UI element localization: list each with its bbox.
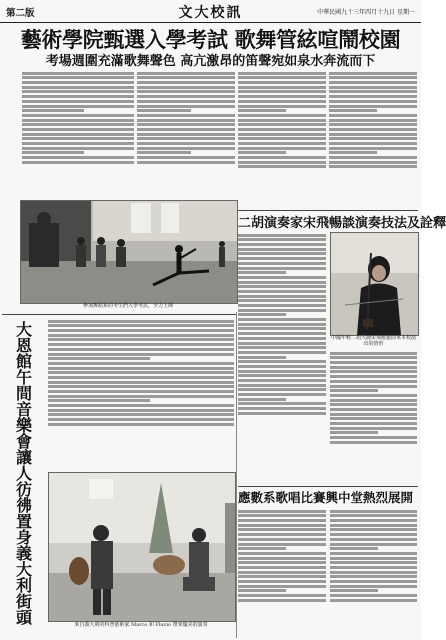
text-line (238, 575, 326, 578)
chorus-story-column-1 (238, 508, 326, 636)
text-line (22, 147, 134, 150)
text-line (22, 161, 134, 164)
text-line (330, 431, 378, 434)
text-line (238, 309, 326, 312)
text-line (137, 142, 235, 145)
main-story-column-3 (238, 70, 326, 208)
column-divider (236, 312, 237, 638)
text-line (238, 262, 326, 265)
text-line (48, 320, 234, 323)
text-line (137, 109, 191, 112)
text-line (238, 109, 286, 112)
text-line (238, 594, 326, 597)
text-line (137, 95, 235, 98)
erhu-performer-image (331, 233, 418, 335)
text-line (330, 403, 417, 406)
dance-exam-photo (20, 200, 238, 304)
text-line (330, 538, 417, 541)
text-line (238, 552, 326, 555)
text-line (238, 100, 326, 103)
main-headline: 藝術學院甄選入學考試 歌舞管絃喧鬧校園 (20, 27, 401, 52)
vertical-title-char: 街 (15, 592, 32, 611)
text-line (22, 86, 134, 89)
text-line (330, 385, 417, 388)
text-line (238, 137, 326, 140)
text-line (48, 329, 234, 332)
dance-photo-caption: 參加舞蹈系的考生們入學考試，全力上陣 (82, 303, 173, 309)
text-line (238, 114, 326, 117)
text-line (238, 533, 326, 536)
erhu-story-column-2 (330, 350, 417, 484)
text-line (330, 361, 417, 364)
text-line (330, 575, 417, 578)
text-line (330, 417, 417, 420)
text-line (329, 100, 417, 103)
italian-musicians-image (49, 473, 235, 621)
text-line (238, 165, 326, 168)
text-line (238, 337, 326, 340)
music-vertical-title (3, 322, 45, 626)
text-line (330, 366, 417, 369)
text-line (329, 81, 417, 84)
text-line (238, 243, 326, 246)
text-line (48, 362, 234, 365)
text-line (238, 151, 286, 154)
text-line (238, 105, 326, 108)
text-line (48, 385, 234, 388)
text-line (238, 524, 326, 527)
text-line (330, 399, 417, 402)
italian-musicians-photo (48, 472, 236, 622)
text-line (330, 589, 378, 592)
text-line (330, 422, 417, 425)
music-section-rule (2, 314, 236, 315)
text-line (48, 423, 234, 426)
text-line (48, 399, 150, 402)
vertical-title-char: 身 (15, 528, 32, 547)
text-line (137, 81, 235, 84)
text-line (330, 519, 417, 522)
main-story-column-1 (22, 70, 134, 198)
text-line (238, 276, 326, 279)
text-line (329, 123, 417, 126)
text-line (238, 356, 286, 359)
text-line (238, 313, 286, 316)
text-line (329, 90, 417, 93)
text-line (329, 109, 377, 112)
text-line (329, 114, 417, 117)
text-line (238, 76, 326, 79)
text-line (22, 123, 134, 126)
chorus-headline: 應數系歌唱比賽興中堂熱烈展開 (238, 490, 414, 505)
text-line (22, 95, 134, 98)
vertical-title-char: 間 (15, 384, 32, 403)
masthead-title: 文大校訊 (178, 5, 243, 21)
text-line (137, 161, 235, 164)
text-line (238, 234, 326, 237)
text-line (329, 165, 417, 168)
text-line (238, 86, 326, 89)
text-line (329, 76, 417, 79)
text-line (238, 388, 326, 391)
text-line (238, 528, 326, 531)
text-line (238, 589, 286, 592)
text-line (329, 142, 417, 145)
vertical-title-char: 讓 (15, 448, 32, 467)
text-line (48, 343, 234, 346)
text-line (238, 133, 326, 136)
text-line (238, 299, 326, 302)
main-story-column-2 (137, 70, 235, 198)
text-line (22, 76, 134, 79)
text-line (329, 151, 377, 154)
text-line (238, 342, 326, 345)
vertical-title-char: 會 (15, 432, 32, 451)
text-line (330, 571, 417, 574)
text-line (22, 142, 134, 145)
text-line (22, 100, 134, 103)
vertical-title-char: 午 (15, 368, 32, 387)
text-line (238, 304, 326, 307)
text-line (48, 395, 234, 398)
text-line (238, 128, 326, 131)
text-line (238, 142, 326, 145)
vertical-title-char: 彷 (15, 480, 32, 499)
text-line (330, 528, 417, 531)
text-line (330, 552, 417, 555)
vertical-title-char: 彿 (15, 496, 32, 515)
text-line (22, 151, 84, 154)
text-line (238, 346, 326, 349)
text-line (48, 338, 234, 341)
text-line (22, 133, 134, 136)
chorus-story-column-2 (330, 508, 417, 636)
page-header (0, 0, 421, 23)
text-line (329, 137, 417, 140)
text-line (137, 105, 235, 108)
text-line (238, 412, 326, 415)
text-line (238, 281, 326, 284)
vertical-title-char: 樂 (15, 416, 32, 435)
text-line (238, 365, 326, 368)
text-line (238, 561, 326, 564)
text-line (238, 161, 326, 164)
text-line (238, 95, 326, 98)
text-line (329, 147, 417, 150)
text-line (137, 86, 235, 89)
text-line (238, 290, 326, 293)
erhu-section-rule (238, 210, 418, 211)
text-line (238, 252, 326, 255)
vertical-title-char: 利 (15, 576, 32, 595)
text-line (238, 571, 326, 574)
text-line (238, 599, 326, 602)
vertical-title-char: 館 (15, 352, 32, 371)
text-line (22, 119, 134, 122)
text-line (22, 114, 134, 117)
text-line (330, 514, 417, 517)
text-line (330, 547, 378, 550)
text-line (238, 295, 326, 298)
text-line (330, 599, 417, 602)
text-line (238, 267, 326, 270)
text-line (137, 137, 235, 140)
vertical-title-char: 義 (15, 544, 32, 563)
text-line (330, 510, 417, 513)
text-line (48, 334, 234, 337)
text-line (238, 585, 326, 588)
text-line (238, 81, 326, 84)
text-line (330, 561, 417, 564)
text-line (48, 418, 234, 421)
text-line (238, 379, 326, 382)
text-line (238, 271, 286, 274)
text-line (238, 248, 326, 251)
vertical-title-char: 置 (15, 512, 32, 531)
text-line (238, 147, 326, 150)
text-line (329, 72, 417, 75)
text-line (330, 356, 417, 359)
text-line (330, 557, 417, 560)
dance-exam-image (21, 201, 237, 303)
text-line (329, 161, 417, 164)
text-line (137, 147, 235, 150)
text-line (238, 557, 326, 560)
text-line (137, 128, 235, 131)
text-line (238, 393, 326, 396)
text-line (238, 90, 326, 93)
erhu-photo-caption: 中國年輕二胡大師宋飛應邀前來本校演出的情形 (330, 335, 416, 347)
text-line (329, 105, 417, 108)
text-line (238, 519, 326, 522)
text-line (330, 370, 417, 373)
text-line (330, 389, 378, 392)
text-line (329, 86, 417, 89)
main-story-column-4 (329, 70, 417, 205)
text-line (238, 543, 326, 546)
text-line (238, 327, 326, 330)
text-line (238, 547, 286, 550)
text-line (238, 351, 326, 354)
vertical-title-char: 音 (15, 400, 32, 419)
text-line (238, 538, 326, 541)
text-line (137, 119, 235, 122)
text-line (238, 370, 326, 373)
text-line (48, 413, 234, 416)
text-line (330, 566, 417, 569)
text-line (238, 566, 326, 569)
text-line (238, 407, 326, 410)
text-line (48, 390, 234, 393)
text-line (48, 381, 234, 384)
text-line (238, 398, 286, 401)
text-line (330, 413, 417, 416)
text-line (22, 156, 134, 159)
issue-date: 中華民國九十三年四月十九日 星期一 (317, 9, 415, 16)
text-line (48, 348, 234, 351)
erhu-performer-photo (330, 232, 419, 336)
vertical-title-char: 大 (15, 560, 32, 579)
text-line (22, 128, 134, 131)
text-line (48, 371, 234, 374)
text-line (238, 123, 326, 126)
text-line (329, 156, 417, 159)
text-line (137, 72, 235, 75)
text-line (238, 72, 326, 75)
music-story-text (48, 318, 234, 468)
text-line (48, 367, 234, 370)
text-line (22, 109, 84, 112)
text-line (238, 238, 326, 241)
vertical-title-char: 人 (15, 464, 32, 483)
vertical-title-char: 恩 (15, 336, 32, 355)
text-line (238, 156, 326, 159)
vertical-title-char: 大 (15, 320, 32, 339)
text-line (238, 514, 326, 517)
edition-label: 第二版 (6, 8, 35, 19)
text-line (329, 95, 417, 98)
text-line (238, 402, 326, 405)
text-line (48, 357, 150, 360)
text-line (22, 105, 134, 108)
text-line (330, 394, 417, 397)
text-line (238, 318, 326, 321)
erhu-story-column-1 (238, 232, 326, 484)
text-line (330, 380, 417, 383)
text-line (330, 585, 417, 588)
text-line (48, 376, 234, 379)
text-line (329, 133, 417, 136)
text-line (48, 324, 234, 327)
text-line (137, 114, 235, 117)
text-line (137, 76, 235, 79)
text-line (329, 128, 417, 131)
text-line (329, 119, 417, 122)
text-line (137, 133, 235, 136)
main-subheadline: 考場週圍充滿歌舞聲色 高亢激昂的笛聲宛如泉水奔流而下 (45, 54, 376, 69)
text-line (330, 408, 417, 411)
text-line (22, 72, 134, 75)
text-line (330, 427, 417, 430)
text-line (330, 375, 417, 378)
text-line (238, 257, 326, 260)
text-line (137, 156, 235, 159)
text-line (238, 510, 326, 513)
text-line (238, 332, 326, 335)
text-line (330, 524, 417, 527)
text-line (137, 90, 235, 93)
text-line (48, 409, 234, 412)
chorus-section-rule (238, 486, 418, 487)
text-line (22, 90, 134, 93)
text-line (330, 594, 417, 597)
text-line (330, 533, 417, 536)
erhu-headline: 二胡演奏家宋飛暢談演奏技法及詮釋 (238, 216, 446, 231)
text-line (137, 123, 235, 126)
text-line (330, 352, 417, 355)
text-line (238, 285, 326, 288)
text-line (238, 119, 326, 122)
text-line (330, 441, 417, 444)
text-line (330, 580, 417, 583)
text-line (137, 100, 235, 103)
text-line (238, 323, 326, 326)
text-line (330, 543, 417, 546)
text-line (238, 374, 326, 377)
text-line (48, 404, 234, 407)
vertical-title-char: 頭 (15, 608, 32, 627)
text-line (137, 151, 191, 154)
text-line (238, 360, 326, 363)
text-line (330, 436, 417, 439)
text-line (238, 580, 326, 583)
text-line (22, 137, 134, 140)
text-line (238, 384, 326, 387)
musicians-photo-caption: 來自義大利的科普藝術家 Marco 和 Flavio 帶來優美的演奏 (74, 622, 208, 628)
text-line (48, 353, 234, 356)
text-line (22, 81, 134, 84)
